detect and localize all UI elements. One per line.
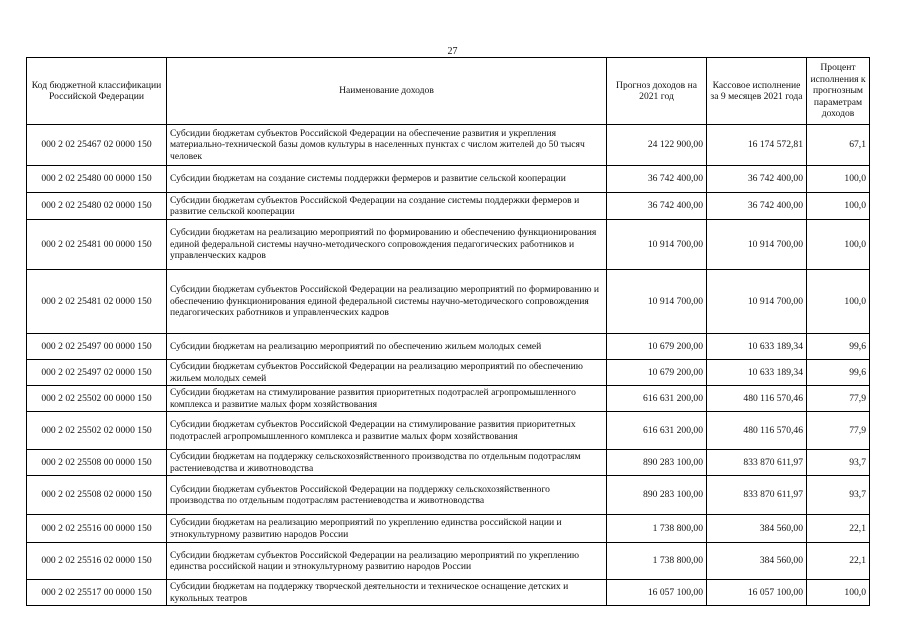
forecast-cell: 10 914 700,00	[607, 220, 707, 270]
name-cell: Субсидии бюджетам на реализацию мероприятий по обеспечению жильем молодых семей	[167, 334, 607, 360]
percent-cell: 99,6	[807, 334, 870, 360]
cash-cell: 10 914 700,00	[707, 270, 807, 334]
forecast-cell: 10 679 200,00	[607, 360, 707, 386]
code-cell: 000 2 02 25480 02 0000 150	[27, 193, 167, 220]
forecast-cell: 10 679 200,00	[607, 334, 707, 360]
forecast-cell: 36 742 400,00	[607, 166, 707, 193]
cash-cell: 16 174 572,81	[707, 125, 807, 166]
table-row	[27, 270, 870, 334]
code-cell: 000 2 02 25517 00 0000 150	[27, 580, 167, 606]
table-row	[27, 386, 870, 412]
name-cell: Субсидии бюджетам на реализацию мероприятий по укреплению единства российской нации и этнокультурному развитию народов России	[167, 515, 607, 543]
table-row	[27, 515, 870, 543]
forecast-cell: 1 738 800,00	[607, 543, 707, 580]
table-row	[27, 125, 870, 166]
table-row	[27, 166, 870, 193]
table-row	[27, 476, 870, 515]
forecast-cell: 890 283 100,00	[607, 450, 707, 476]
cash-cell: 10 633 189,34	[707, 360, 807, 386]
cash-cell: 16 057 100,00	[707, 580, 807, 606]
percent-cell: 100,0	[807, 193, 870, 220]
percent-cell: 22,1	[807, 543, 870, 580]
name-cell: Субсидии бюджетам субъектов Российской Федерации на стимулирование развития приоритетных подотраслей агропромышленного комплекса и развитие малых форм хозяйствования	[167, 412, 607, 450]
code-cell: 000 2 02 25497 00 0000 150	[27, 334, 167, 360]
forecast-cell: 10 914 700,00	[607, 270, 707, 334]
percent-cell: 100,0	[807, 220, 870, 270]
name-cell: Субсидии бюджетам субъектов Российской Федерации на поддержку сельскохозяйственного производства по отдельным подотраслям растениеводства и животноводства	[167, 476, 607, 515]
forecast-cell: 1 738 800,00	[607, 515, 707, 543]
name-cell: Субсидии бюджетам субъектов Российской Федерации на реализацию мероприятий по укреплению единства российской нации и этнокультурному развитию народов России	[167, 543, 607, 580]
forecast-cell: 16 057 100,00	[607, 580, 707, 606]
code-cell: 000 2 02 25480 00 0000 150	[27, 166, 167, 193]
code-cell: 000 2 02 25508 00 0000 150	[27, 450, 167, 476]
table-row	[27, 543, 870, 580]
name-cell: Субсидии бюджетам субъектов Российской Федерации на реализацию мероприятий по формированию и обеспечению функционирования единой федеральной системы научно-методического сопровождения педагогических работников и управленческих кадров	[167, 270, 607, 334]
percent-cell: 100,0	[807, 270, 870, 334]
table-row	[27, 450, 870, 476]
percent-cell: 77,9	[807, 412, 870, 450]
code-cell: 000 2 02 25481 02 0000 150	[27, 270, 167, 334]
forecast-cell: 616 631 200,00	[607, 412, 707, 450]
percent-cell: 93,7	[807, 476, 870, 515]
percent-cell: 99,6	[807, 360, 870, 386]
name-cell: Субсидии бюджетам на стимулирование развития приоритетных подотраслей агропромышленного комплекса и развитие малых форм хозяйствования	[167, 386, 607, 412]
table-row	[27, 334, 870, 360]
percent-cell: 93,7	[807, 450, 870, 476]
name-cell: Субсидии бюджетам субъектов Российской Федерации на обеспечение развития и укрепления материально-технической базы домов культуры в населенных пунктах с числом жителей до 50 тысяч человек	[167, 125, 607, 166]
revenue-table	[26, 57, 870, 606]
forecast-cell: 24 122 900,00	[607, 125, 707, 166]
cash-cell: 10 914 700,00	[707, 220, 807, 270]
header-forecast: Прогноз доходов на 2021 год	[607, 58, 707, 125]
cash-cell: 833 870 611,97	[707, 476, 807, 515]
code-cell: 000 2 02 25467 02 0000 150	[27, 125, 167, 166]
cash-cell: 480 116 570,46	[707, 412, 807, 450]
header-name: Наименование доходов	[167, 58, 607, 125]
table-row	[27, 412, 870, 450]
percent-cell: 100,0	[807, 580, 870, 606]
cash-cell: 833 870 611,97	[707, 450, 807, 476]
table-row	[27, 580, 870, 606]
percent-cell: 67,1	[807, 125, 870, 166]
table-row	[27, 360, 870, 386]
code-cell: 000 2 02 25497 02 0000 150	[27, 360, 167, 386]
cash-cell: 36 742 400,00	[707, 166, 807, 193]
percent-cell: 77,9	[807, 386, 870, 412]
code-cell: 000 2 02 25508 02 0000 150	[27, 476, 167, 515]
code-cell: 000 2 02 25481 00 0000 150	[27, 220, 167, 270]
table-body	[27, 125, 870, 606]
code-cell: 000 2 02 25516 00 0000 150	[27, 515, 167, 543]
page-number: 27	[447, 46, 458, 57]
cash-cell: 10 633 189,34	[707, 334, 807, 360]
name-cell: Субсидии бюджетам на создание системы поддержки фермеров и развитие сельской кооперации	[167, 166, 607, 193]
forecast-cell: 890 283 100,00	[607, 476, 707, 515]
name-cell: Субсидии бюджетам субъектов Российской Федерации на реализацию мероприятий по обеспечению жильем молодых семей	[167, 360, 607, 386]
cash-cell: 480 116 570,46	[707, 386, 807, 412]
percent-cell: 100,0	[807, 166, 870, 193]
forecast-cell: 616 631 200,00	[607, 386, 707, 412]
table-row	[27, 220, 870, 270]
name-cell: Субсидии бюджетам на поддержку творческой деятельности и техническое оснащение детских и кукольных театров	[167, 580, 607, 606]
cash-cell: 384 560,00	[707, 543, 807, 580]
cash-cell: 36 742 400,00	[707, 193, 807, 220]
name-cell: Субсидии бюджетам на реализацию мероприятий по формированию и обеспечению функционирования единой федеральной системы научно-методического сопровождения педагогических работников и управленческих кадров	[167, 220, 607, 270]
code-cell: 000 2 02 25502 00 0000 150	[27, 386, 167, 412]
table-row	[27, 193, 870, 220]
name-cell: Субсидии бюджетам на поддержку сельскохозяйственного производства по отдельным подотраслям растениеводства и животноводства	[167, 450, 607, 476]
cash-cell: 384 560,00	[707, 515, 807, 543]
header-percent: Процент исполнения к прогнозным параметрам доходов	[807, 58, 870, 125]
table-header	[27, 58, 870, 125]
percent-cell: 22,1	[807, 515, 870, 543]
code-cell: 000 2 02 25502 02 0000 150	[27, 412, 167, 450]
code-cell: 000 2 02 25516 02 0000 150	[27, 543, 167, 580]
name-cell: Субсидии бюджетам субъектов Российской Федерации на создание системы поддержки фермеров и развитие сельской кооперации	[167, 193, 607, 220]
forecast-cell: 36 742 400,00	[607, 193, 707, 220]
header-code: Код бюджетной классификации Российской Федерации	[27, 58, 167, 125]
header-cash: Кассовое исполнение за 9 месяцев 2021 года	[707, 58, 807, 125]
